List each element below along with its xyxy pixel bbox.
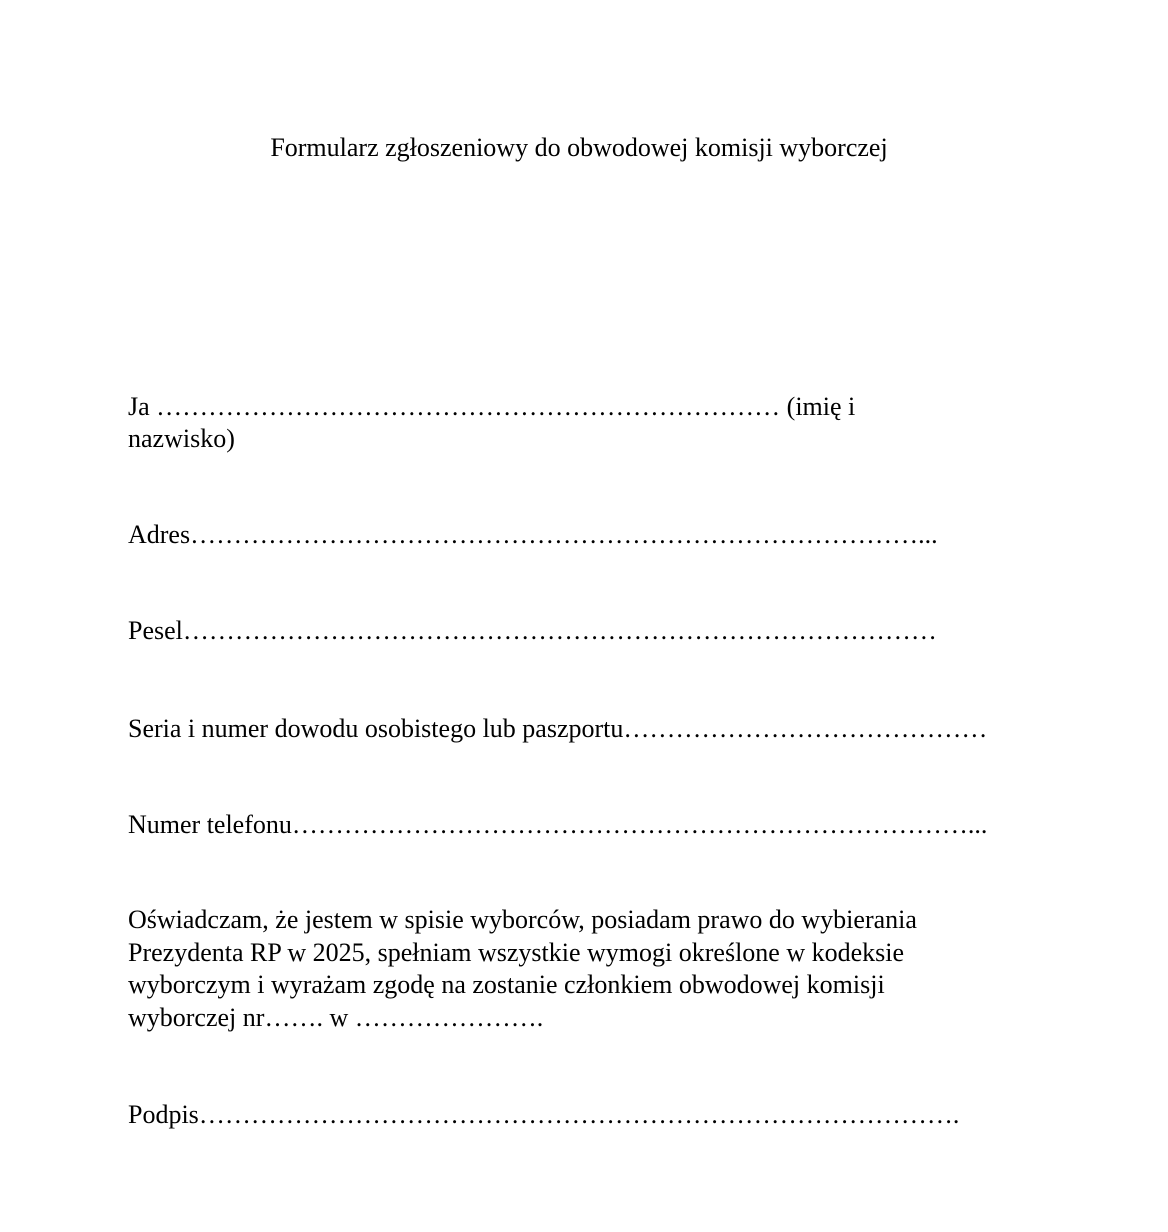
pesel-field [128, 615, 937, 647]
declaration-line: Prezydenta RP w 2025, spełniam wszystkie wymogi określone w kodeksie [128, 937, 905, 967]
document-title: Formularz zgłoszeniowy do obwodowej komisji wyborczej [270, 133, 888, 162]
commission-place-label: w [322, 1002, 355, 1032]
signature-field [128, 1099, 959, 1131]
name-hint-continuation: nazwisko) [128, 424, 235, 453]
pesel-blank[interactable]: …………………………………………………………………………… [182, 616, 937, 645]
pesel-label: Pesel [128, 616, 183, 645]
declaration-line-last [128, 1002, 1028, 1035]
id-document-label: Seria i numer dowodu osobistego lub paszportu [128, 714, 624, 743]
phone-blank[interactable]: ……………………………………………………………………... [291, 810, 988, 839]
commission-place-blank[interactable]: …………………. [354, 1002, 544, 1032]
signature-blank[interactable]: ……………………………………………………………………………. [198, 1100, 960, 1129]
declaration-line: Oświadczam, że jestem w spisie wyborców, posiadam prawo do wybierania [128, 905, 917, 934]
id-document-blank[interactable]: …………………………………… [623, 714, 988, 743]
phone-field [128, 809, 987, 841]
name-label: Ja [128, 392, 150, 421]
commission-number-label: wyborczej nr [128, 1002, 265, 1032]
signature-label: Podpis [128, 1100, 199, 1129]
declaration-paragraph [128, 904, 1028, 1034]
declaration-line: wyborczym i wyrażam zgodę na zostanie członkiem obwodowej komisji [128, 970, 885, 999]
commission-number-blank[interactable]: ……. [264, 1002, 323, 1032]
name-field-line [128, 391, 855, 423]
phone-label: Numer telefonu [128, 810, 292, 839]
id-document-field [128, 713, 987, 745]
address-label: Adres [128, 520, 191, 549]
name-field [128, 391, 855, 455]
name-hint: (imię i [786, 392, 856, 421]
name-blank[interactable]: ……………………………………………………………… [156, 392, 781, 421]
address-blank[interactable]: …………………………………………………………………………... [190, 520, 938, 549]
address-field [128, 519, 938, 551]
